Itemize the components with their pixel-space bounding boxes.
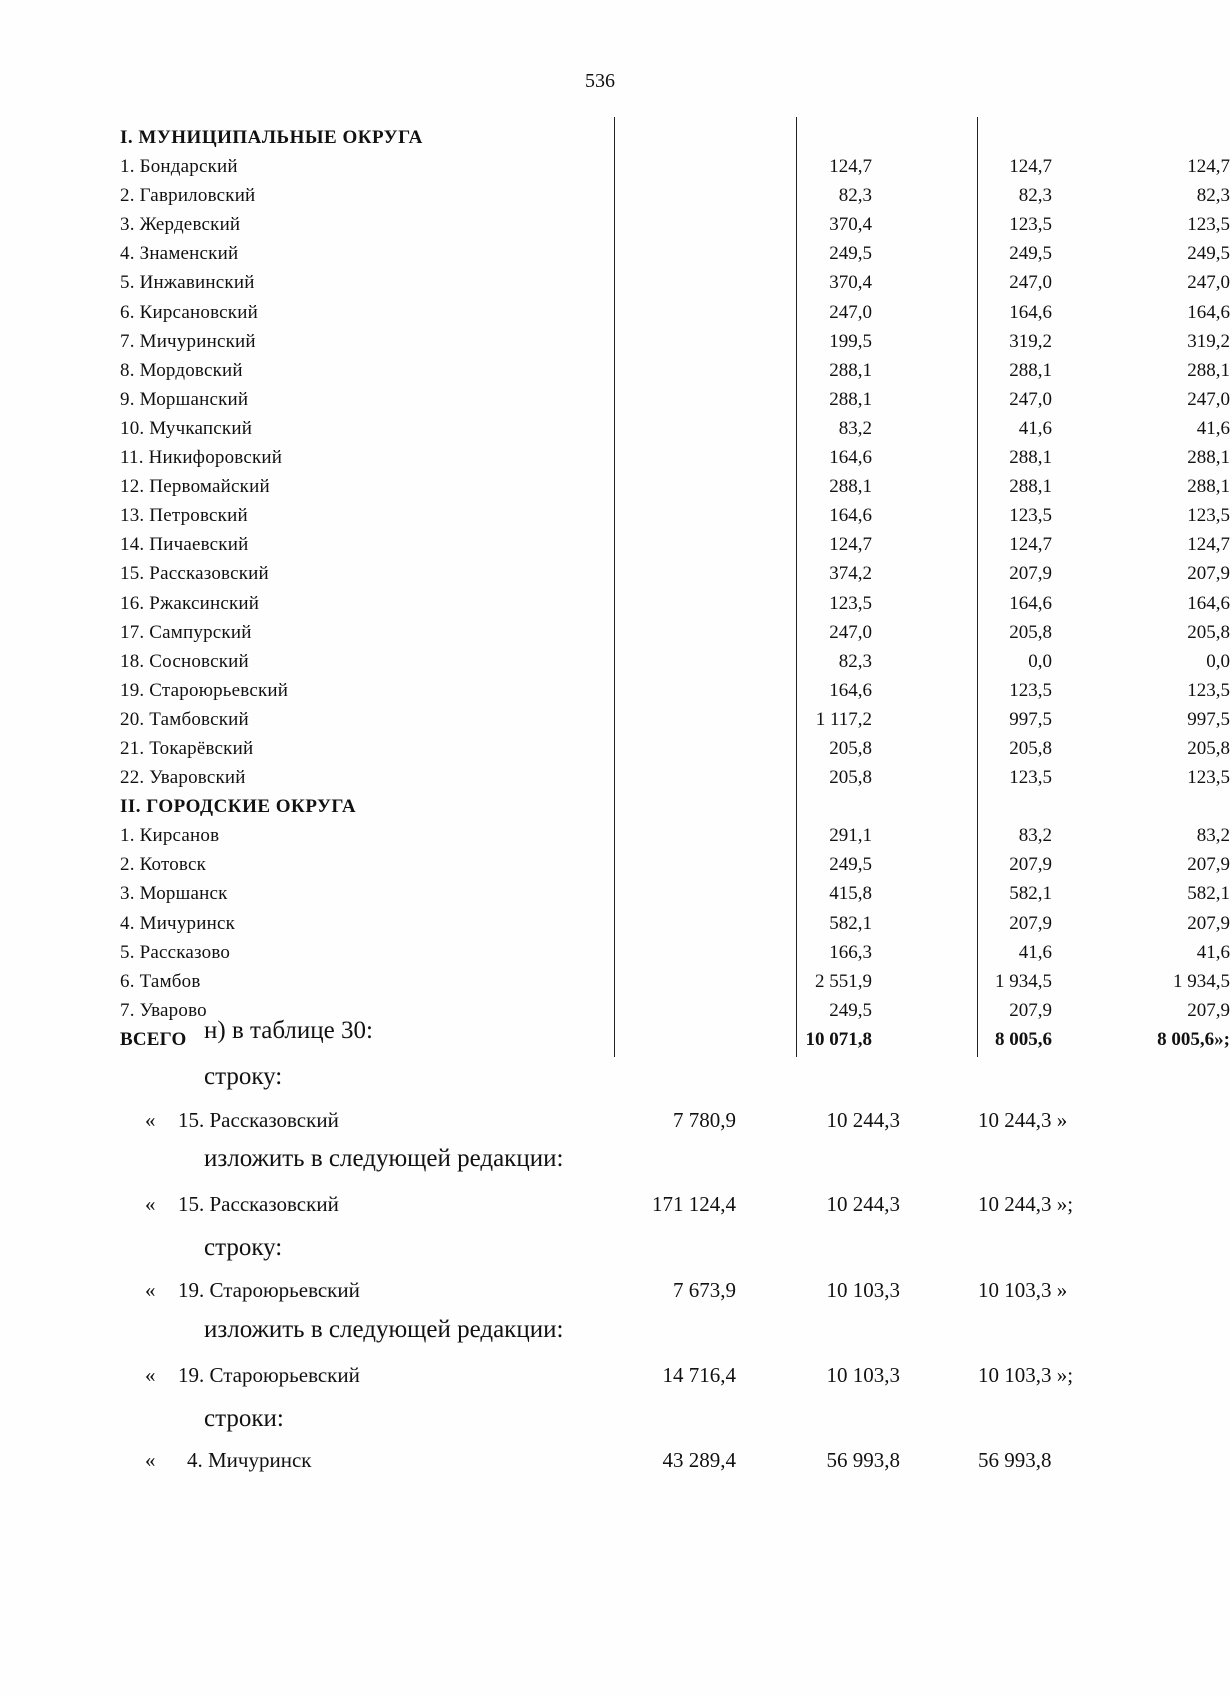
amendment-old-row <box>0 1448 1200 1478</box>
table-row <box>120 941 1230 971</box>
value-col-1: 1 117,2 <box>815 708 872 730</box>
table-row <box>120 476 1230 505</box>
district-name: 7. Мичуринский <box>120 330 256 352</box>
value-col-2: 288,1 <box>1009 476 1052 498</box>
table-row <box>120 825 1230 854</box>
value-col-1: 124,7 <box>829 156 872 178</box>
value-col-1: 370,4 <box>829 214 872 236</box>
district-name: 13. Петровский <box>120 505 248 527</box>
value-col-1: 249,5 <box>829 999 872 1021</box>
value-col-3: 41,6 <box>1196 417 1230 439</box>
table-row <box>120 970 1230 1000</box>
district-name: 8. Мордовский <box>120 359 243 381</box>
value-col-3: 288,1 <box>1187 359 1230 381</box>
row-value-2: 10 244,3 <box>826 1192 900 1216</box>
table-row <box>120 214 1230 243</box>
table-row <box>120 621 1230 651</box>
table-row <box>120 912 1230 942</box>
district-name: 14. Пичаевский <box>120 534 249 556</box>
value-col-1: 291,1 <box>829 825 872 847</box>
table-row <box>120 854 1230 883</box>
district-name: 15. Рассказовский <box>120 563 269 585</box>
value-col-3: 123,5 <box>1187 767 1230 789</box>
district-name: 6. Тамбов <box>120 970 201 992</box>
row-value-2: 10 103,3 <box>826 1278 900 1302</box>
total-col-3: 8 005,6»; <box>1157 1028 1230 1050</box>
amendment-lead: строку: <box>204 1234 283 1261</box>
table-row <box>120 592 1230 622</box>
row-value-2: 10 103,3 <box>826 1363 900 1387</box>
row-value-1: 7 673,9 <box>673 1278 736 1302</box>
district-name: 12. Первомайский <box>120 476 270 498</box>
value-col-1: 166,3 <box>829 941 872 963</box>
district-name: 4. Мичуринск <box>120 912 236 934</box>
row-value-1: 7 780,9 <box>673 1108 736 1132</box>
value-col-2: 319,2 <box>1009 330 1052 352</box>
value-col-2: 124,7 <box>1009 156 1052 178</box>
value-col-1: 247,0 <box>829 301 872 323</box>
table-row <box>120 359 1230 389</box>
table-row <box>120 737 1230 767</box>
value-col-2: 82,3 <box>1018 185 1052 207</box>
amendment-lead: строку: <box>204 1063 283 1090</box>
district-name: 6. Кирсановский <box>120 301 258 323</box>
value-col-2: 1 934,5 <box>995 970 1052 992</box>
row-value-3: 10 244,3 »; <box>978 1192 1074 1216</box>
value-col-3: 1 934,5 <box>1173 970 1230 992</box>
district-name: 1. Бондарский <box>120 156 238 178</box>
amendment-lead: строки: <box>204 1405 284 1432</box>
value-col-3: 123,5 <box>1187 214 1230 236</box>
value-col-2: 124,7 <box>1009 534 1052 556</box>
value-col-1: 582,1 <box>829 912 872 934</box>
value-col-2: 164,6 <box>1009 592 1052 614</box>
table-row <box>120 417 1230 447</box>
amendment-intro: н) в таблице 30: <box>204 1017 373 1044</box>
value-col-1: 164,6 <box>829 447 872 469</box>
section-title: II. ГОРОДСКИЕ ОКРУГА <box>120 796 357 818</box>
value-col-3: 124,7 <box>1187 534 1230 556</box>
row-value-1: 171 124,4 <box>652 1192 736 1216</box>
table-row <box>120 301 1230 331</box>
value-col-3: 41,6 <box>1196 941 1230 963</box>
table-row <box>120 534 1230 563</box>
table-row <box>120 650 1230 680</box>
value-col-1: 205,8 <box>829 737 872 759</box>
district-name: 10. Мучкапский <box>120 417 253 439</box>
value-col-3: 997,5 <box>1187 708 1230 730</box>
value-col-2: 164,6 <box>1009 301 1052 323</box>
district-name: 16. Ржаксинский <box>120 592 260 614</box>
value-col-3: 0,0 <box>1206 650 1230 672</box>
row-name: 19. Староюрьевский <box>178 1278 360 1302</box>
section-title: I. МУНИЦИПАЛЬНЫЕ ОКРУГА <box>120 127 423 148</box>
district-name: 20. Тамбовский <box>120 708 249 730</box>
row-value-3: 10 103,3 » <box>978 1278 1068 1302</box>
district-name: 4. Знаменский <box>120 243 239 265</box>
value-col-3: 288,1 <box>1187 447 1230 469</box>
district-name: 1. Кирсанов <box>120 825 220 847</box>
district-name: 21. Токарёвский <box>120 737 254 759</box>
section-header <box>120 127 1140 156</box>
open-quote: « <box>145 1448 156 1472</box>
row-name: 15. Рассказовский <box>178 1192 339 1216</box>
value-col-3: 207,9 <box>1187 999 1230 1021</box>
row-name: 4. Мичуринск <box>187 1448 312 1472</box>
value-col-1: 82,3 <box>838 650 872 672</box>
value-col-3: 164,6 <box>1187 301 1230 323</box>
value-col-3: 164,6 <box>1187 592 1230 614</box>
amendment-new-row <box>0 1192 1200 1222</box>
value-col-2: 247,0 <box>1009 388 1052 410</box>
value-col-2: 249,5 <box>1009 243 1052 265</box>
value-col-2: 207,9 <box>1009 854 1052 876</box>
total-col-1: 10 071,8 <box>805 1028 872 1050</box>
total-col-2: 8 005,6 <box>995 1028 1052 1050</box>
value-col-2: 83,2 <box>1018 825 1052 847</box>
value-col-2: 207,9 <box>1009 999 1052 1021</box>
value-col-1: 249,5 <box>829 854 872 876</box>
value-col-1: 124,7 <box>829 534 872 556</box>
amendment-replace-text: изложить в следующей редакции: <box>204 1145 564 1172</box>
value-col-3: 288,1 <box>1187 476 1230 498</box>
value-col-1: 288,1 <box>829 388 872 410</box>
district-name: 11. Никифоровский <box>120 447 283 469</box>
value-col-1: 415,8 <box>829 883 872 905</box>
value-col-1: 164,6 <box>829 505 872 527</box>
district-name: 3. Жердевский <box>120 214 241 236</box>
value-col-2: 288,1 <box>1009 447 1052 469</box>
value-col-3: 207,9 <box>1187 912 1230 934</box>
value-col-3: 82,3 <box>1196 185 1230 207</box>
value-col-1: 374,2 <box>829 563 872 585</box>
value-col-1: 288,1 <box>829 359 872 381</box>
row-value-3: 10 103,3 »; <box>978 1363 1074 1387</box>
table-row <box>120 156 1230 185</box>
district-name: 5. Рассказово <box>120 941 231 963</box>
district-name: 2. Гавриловский <box>120 185 256 207</box>
table-row <box>120 185 1230 214</box>
value-col-2: 123,5 <box>1009 679 1052 701</box>
row-value-2: 56 993,8 <box>826 1448 900 1472</box>
amendment-old-row <box>0 1278 1200 1308</box>
table-row <box>120 679 1230 709</box>
value-col-3: 205,8 <box>1187 621 1230 643</box>
table-row <box>120 505 1230 534</box>
value-col-2: 41,6 <box>1018 941 1052 963</box>
row-value-1: 43 289,4 <box>662 1448 736 1472</box>
value-col-3: 207,9 <box>1187 563 1230 585</box>
value-col-1: 249,5 <box>829 243 872 265</box>
open-quote: « <box>145 1108 156 1132</box>
value-col-2: 582,1 <box>1009 883 1052 905</box>
district-name: 3. Моршанск <box>120 883 228 905</box>
table-row <box>120 330 1230 360</box>
open-quote: « <box>145 1192 156 1216</box>
value-col-3: 249,5 <box>1187 243 1230 265</box>
value-col-1: 288,1 <box>829 476 872 498</box>
page-number: 536 <box>585 70 615 92</box>
value-col-3: 319,2 <box>1187 330 1230 352</box>
row-name: 15. Рассказовский <box>178 1108 339 1132</box>
value-col-3: 123,5 <box>1187 505 1230 527</box>
section-header <box>120 796 1140 825</box>
value-col-3: 207,9 <box>1187 854 1230 876</box>
district-name: 19. Староюрьевский <box>120 679 289 701</box>
value-col-2: 123,5 <box>1009 505 1052 527</box>
row-value-3: 56 993,8 <box>978 1448 1052 1472</box>
open-quote: « <box>145 1278 156 1302</box>
value-col-1: 199,5 <box>829 330 872 352</box>
table-row <box>120 563 1230 592</box>
value-col-1: 164,6 <box>829 679 872 701</box>
district-name: 5. Инжавинский <box>120 272 255 294</box>
row-name: 19. Староюрьевский <box>178 1363 360 1387</box>
value-col-3: 205,8 <box>1187 737 1230 759</box>
value-col-1: 123,5 <box>829 592 872 614</box>
district-name: 9. Моршанский <box>120 388 249 410</box>
table-row <box>120 272 1230 301</box>
row-value-3: 10 244,3 » <box>978 1108 1068 1132</box>
value-col-1: 2 551,9 <box>815 970 872 992</box>
table-row <box>120 447 1230 476</box>
value-col-1: 82,3 <box>838 185 872 207</box>
value-col-2: 0,0 <box>1028 650 1052 672</box>
allocation-table <box>120 127 1230 1058</box>
table-row <box>120 243 1230 272</box>
amendment-new-row <box>0 1363 1200 1393</box>
table-row <box>120 388 1230 418</box>
amendment-replace-text: изложить в следующей редакции: <box>204 1316 564 1343</box>
value-col-3: 123,5 <box>1187 679 1230 701</box>
district-name: 18. Сосновский <box>120 650 249 672</box>
value-col-1: 205,8 <box>829 767 872 789</box>
value-col-3: 582,1 <box>1187 883 1230 905</box>
value-col-2: 207,9 <box>1009 912 1052 934</box>
value-col-2: 205,8 <box>1009 621 1052 643</box>
value-col-2: 205,8 <box>1009 737 1052 759</box>
row-value-1: 14 716,4 <box>662 1363 736 1387</box>
value-col-2: 123,5 <box>1009 767 1052 789</box>
value-col-2: 997,5 <box>1009 708 1052 730</box>
value-col-2: 288,1 <box>1009 359 1052 381</box>
table-row <box>120 883 1230 912</box>
value-col-2: 41,6 <box>1018 417 1052 439</box>
value-col-2: 207,9 <box>1009 563 1052 585</box>
district-name: 22. Уваровский <box>120 767 246 789</box>
amendment-old-row <box>0 1108 1200 1138</box>
value-col-2: 123,5 <box>1009 214 1052 236</box>
value-col-2: 247,0 <box>1009 272 1052 294</box>
row-value-2: 10 244,3 <box>826 1108 900 1132</box>
value-col-3: 247,0 <box>1187 388 1230 410</box>
value-col-3: 83,2 <box>1196 825 1230 847</box>
district-name: 2. Котовск <box>120 854 207 876</box>
table-row <box>120 767 1230 796</box>
district-name: 17. Сампурский <box>120 621 252 643</box>
district-name: 7. Уварово <box>120 999 207 1021</box>
table-row <box>120 708 1230 738</box>
total-label: ВСЕГО <box>120 1028 187 1050</box>
value-col-1: 370,4 <box>829 272 872 294</box>
open-quote: « <box>145 1363 156 1387</box>
value-col-3: 247,0 <box>1187 272 1230 294</box>
value-col-1: 247,0 <box>829 621 872 643</box>
value-col-1: 83,2 <box>838 417 872 439</box>
value-col-3: 124,7 <box>1187 156 1230 178</box>
